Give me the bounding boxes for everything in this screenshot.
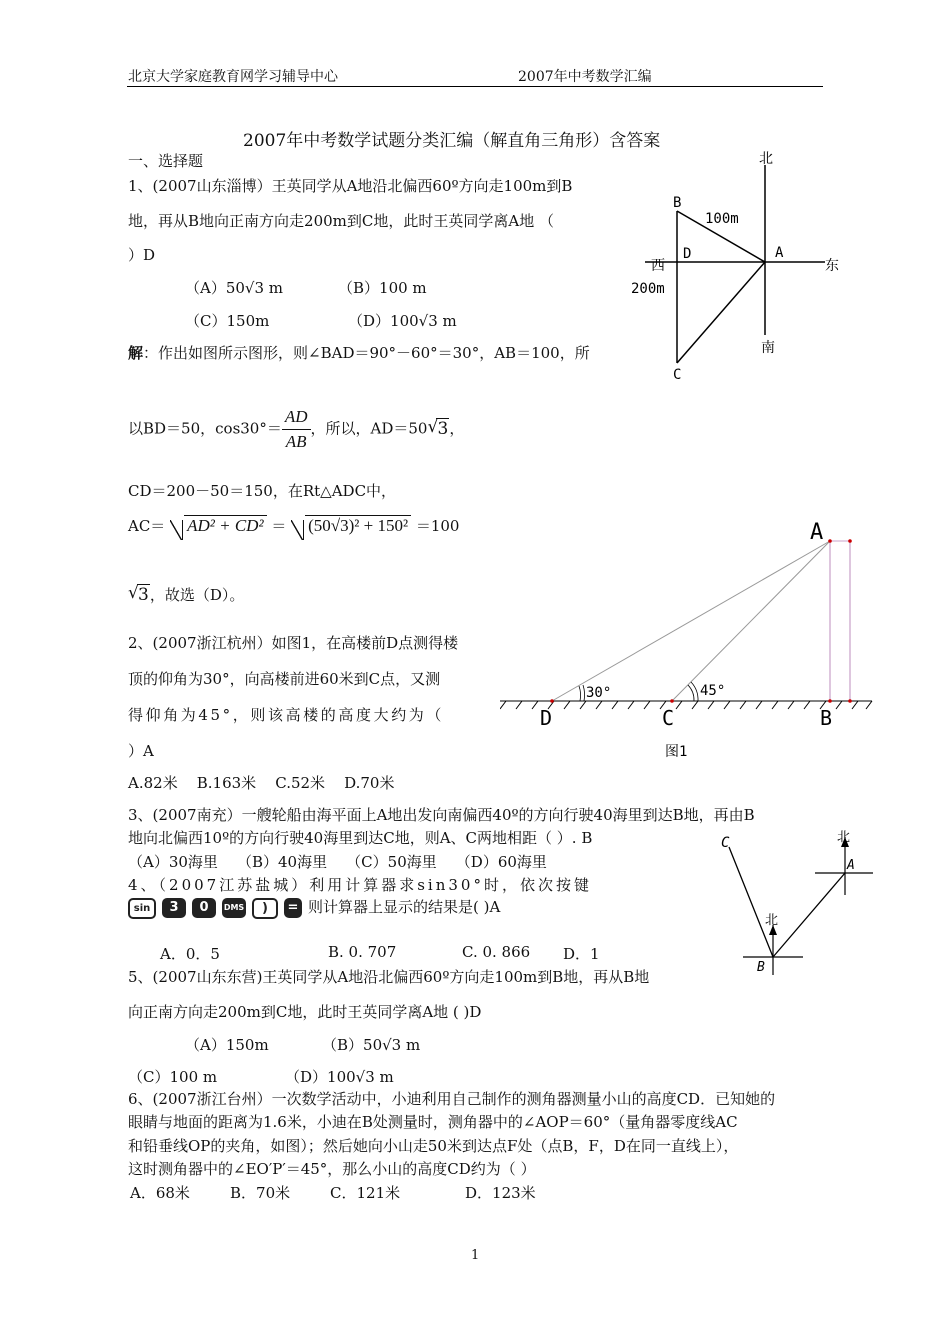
q1-option-b: （B）100 m <box>338 279 427 297</box>
q1-solution-line1 <box>128 342 590 363</box>
label-west: 西 <box>651 258 665 274</box>
solution-label: 解 <box>128 344 144 362</box>
q5-option-b: （B）50√3 m <box>322 1036 421 1054</box>
q4-keys-line <box>128 896 500 919</box>
q6-option-b: B．70米 <box>230 1184 291 1202</box>
figure-compass-triangle <box>625 145 855 390</box>
header-rule <box>127 86 823 87</box>
label-30deg: 30° <box>586 685 612 701</box>
q4-option-d: D．1 <box>563 945 600 963</box>
sol2-c: ， <box>449 419 465 438</box>
figure-caption: 图1 <box>665 744 688 760</box>
label-a-top: A <box>810 520 824 545</box>
sqrt3 <box>427 419 449 439</box>
q2-line2: 顶的仰角为30°，向高楼前进60米到C点，又测 <box>128 670 441 688</box>
q5-line2: 向正南方向走200m到C地，此时王英同学离A地 ( )D <box>128 1003 482 1021</box>
q6-option-c: C．121米 <box>330 1184 401 1202</box>
key-equals: = <box>284 898 302 918</box>
label-a: A <box>847 858 855 873</box>
header-right: 2007年中考数学汇编 <box>518 69 652 85</box>
sol2-b: ，所以，AD＝50 <box>310 419 428 438</box>
sightline-c <box>672 541 830 701</box>
q6-line4: 这时测角器中的∠EO′P′＝45°，那么小山的高度CD约为（ ） <box>128 1160 536 1178</box>
sol4-c: ＝ <box>271 517 287 535</box>
q5-option-d: （D）100√3 m <box>285 1068 394 1086</box>
sqrt3-b <box>128 585 150 605</box>
key-dms: DMS <box>222 898 246 918</box>
q1-option-c: （C）150m <box>185 312 270 330</box>
q1-line1: 1、(2007山东淄博）王英同学从A地沿北偏西60º方向走100m到B <box>128 177 573 195</box>
q1-solution-line5 <box>128 584 244 605</box>
q6-option-a: A．68米 <box>130 1184 190 1202</box>
q1-solution-line3: CD＝200－50＝150，在Rt△ADC中， <box>128 482 397 500</box>
label-b-bottom: B <box>820 706 833 730</box>
figure-building <box>500 515 880 760</box>
q6-line2: 眼睛与地面的距离为1.6米，小迪在B处测量时，测角器中的∠AOP＝60°（量角器零度线AC <box>128 1113 738 1131</box>
point-c <box>670 699 674 703</box>
q6-option-d: D．123米 <box>465 1184 536 1202</box>
segment-ab <box>773 873 845 957</box>
fraction-ad-ab <box>282 407 311 452</box>
header-left: 北京大学家庭教育网学习辅导中心 <box>128 69 338 85</box>
q5-option-a: （A）150m <box>185 1036 269 1054</box>
page-title: 2007年中考数学试题分类汇编（解直角三角形）含答案 <box>243 131 661 151</box>
q2-line1: 2、(2007浙江杭州）如图1，在高楼前D点测得楼 <box>128 634 459 652</box>
angle-arc-30 <box>579 686 581 701</box>
q5-option-c: （C）100 m <box>128 1068 218 1086</box>
angle-arc-30b <box>583 685 585 701</box>
sqrt3-radicand: 3 <box>437 418 449 439</box>
q2-options: A.82米 B.163米 C.52米 D.70米 <box>128 774 395 792</box>
q3-line2: 地向北偏西10º的方向行驶40海里到达C地，则A、C两地相距（ ）. B <box>128 829 593 847</box>
q1-option-d: （D）100√3 m <box>348 312 457 330</box>
sol4-a: AC＝ <box>128 517 166 535</box>
q3-options: （A）30海里 （B）40海里 （C）50海里 （D）60海里 <box>128 853 547 871</box>
key-rparen: ) <box>252 898 278 919</box>
q4-option-a: A．0．5 <box>160 945 220 963</box>
sqrt-ad-cd-radicand: AD² + CD² <box>184 515 266 535</box>
label-100m: 100m <box>705 211 739 227</box>
q1-solution-line2 <box>128 407 464 452</box>
q4-option-b: B. 0. 707 <box>328 943 397 961</box>
q6-line3: 和铅垂线OP的夹角，如图）；然后她向小山走50米到达点F处（点B，F，D在同一直线上）， <box>128 1137 739 1155</box>
q4-line1: 4、（2007江苏盐城）利用计算器求sin30°时，依次按键 <box>128 876 592 894</box>
label-c: C <box>721 835 730 851</box>
sqrt-50-150-radicand: (50√3)² + 150² <box>305 515 411 535</box>
q1-line3: ）D <box>128 246 156 264</box>
key-0: 0 <box>192 898 216 918</box>
label-north: 北 <box>759 151 773 167</box>
solution-text: ：作出如图所示图形，则∠BAD＝90°－60°＝30°，AB＝100，所 <box>143 344 590 362</box>
point-a <box>828 539 832 543</box>
q1-line2: 地，再从B地向正南方向走200m到C地，此时王英同学离A地 （ <box>128 212 554 230</box>
frac-num: AD <box>282 407 311 430</box>
point-d <box>550 699 554 703</box>
sol2-a: 以BD＝50，cos30°＝ <box>128 419 282 438</box>
q5-line1: 5、(2007山东东营)王英同学从A地沿北偏西60º方向走100m到B地，再从B地 <box>128 968 650 986</box>
q4-option-c: C. 0. 866 <box>462 943 531 961</box>
sqrt3-b-radicand: 3 <box>138 585 149 605</box>
q2-line4: ）A <box>128 742 154 760</box>
sol4-e: ＝100 <box>415 517 460 535</box>
page-number: 1 <box>471 1248 480 1263</box>
label-b: B <box>757 960 765 975</box>
figure-navigation <box>715 825 880 980</box>
label-c: C <box>673 367 682 383</box>
sqrt-50-150 <box>291 516 411 536</box>
ground-hatch <box>500 701 872 709</box>
label-b: B <box>673 195 682 211</box>
sqrt-ad-cd <box>170 516 266 536</box>
q1-option-a: （A）50√3 m <box>185 279 284 297</box>
label-north-a: 北 <box>837 830 851 845</box>
frac-den: AB <box>285 432 307 451</box>
sightline-d <box>552 541 830 701</box>
label-200m: 200m <box>631 281 665 297</box>
sol5: ，故选（D）。 <box>149 586 245 604</box>
label-a: A <box>775 245 784 261</box>
q6-line1: 6、(2007浙江台州）一次数学活动中，小迪利用自己制作的测角器测量小山的高度CD．已知她的 <box>128 1090 776 1108</box>
point-b2 <box>848 699 852 703</box>
point-b <box>828 699 832 703</box>
key-sin: sin <box>128 898 156 919</box>
segment-bc <box>729 847 773 957</box>
label-north-b: 北 <box>765 913 779 928</box>
label-east: 东 <box>825 258 839 274</box>
point-a2 <box>848 539 852 543</box>
angle-arc-45 <box>688 685 694 701</box>
q4-line2: 则计算器上显示的结果是( )A <box>308 898 501 916</box>
label-south: 南 <box>761 340 775 356</box>
section-heading: 一、选择题 <box>128 152 204 170</box>
q3-line1: 3、(2007南充）一艘轮船由海平面上A地出发向南偏西40º的方向行驶40海里到达B地，再由B <box>128 806 755 824</box>
segment-ca <box>677 262 765 363</box>
label-d: D <box>683 246 692 262</box>
key-3: 3 <box>162 898 186 918</box>
q1-solution-line4 <box>128 515 459 536</box>
label-c-bottom: C <box>662 706 675 730</box>
label-45deg: 45° <box>700 683 726 699</box>
q2-line3: 得仰角为45°，则该高楼的高度大约为（ <box>128 706 444 724</box>
label-d-bottom: D <box>540 706 553 730</box>
